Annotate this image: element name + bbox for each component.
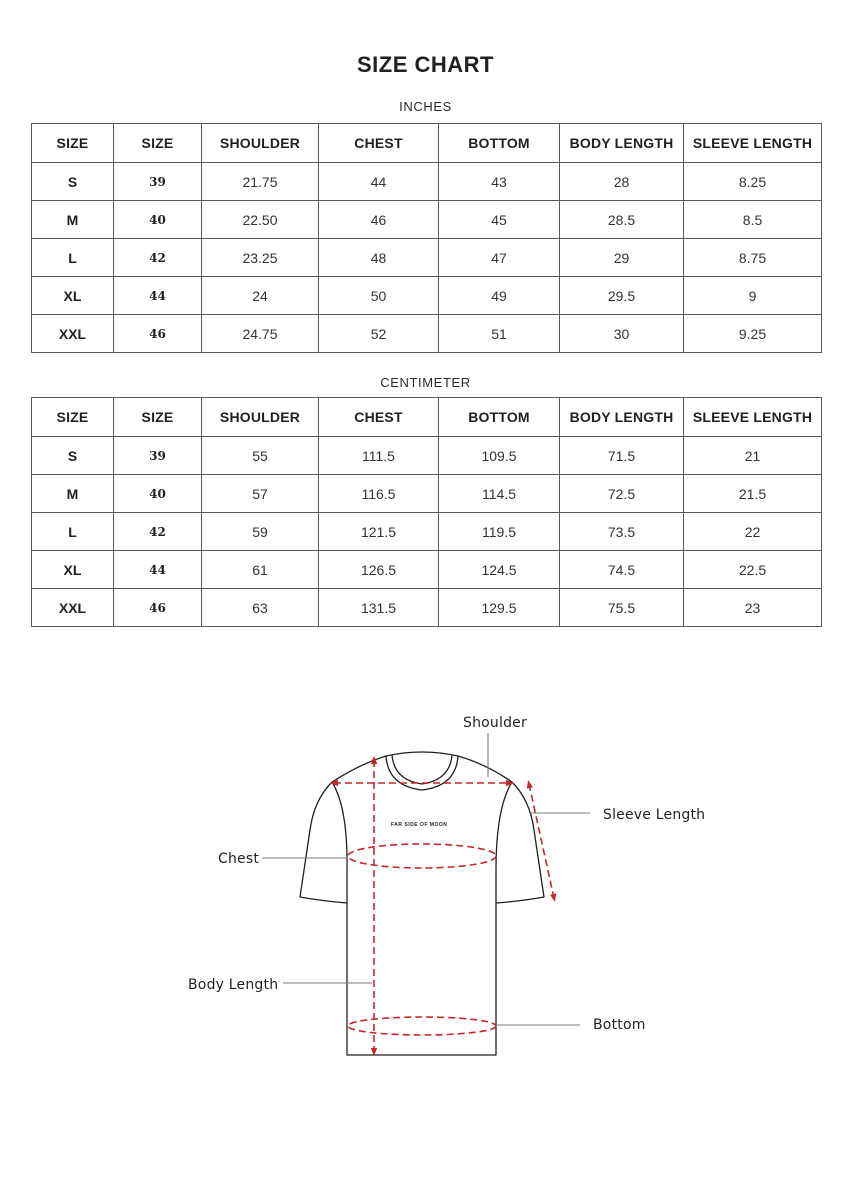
bottom-value: 51 [439,315,560,353]
tshirt-outline-icon [300,752,544,1055]
body-length-value: 30 [560,315,684,353]
chest-measure-icon [348,844,496,868]
table-row [32,551,822,589]
header-bottom: BOTTOM [439,124,560,163]
chest-value: 131.5 [319,589,439,627]
chest-value: 121.5 [319,513,439,551]
size-letter: XXL [32,315,114,353]
body-length-value: 73.5 [560,513,684,551]
size-letter: S [32,437,114,475]
chest-value: 50 [319,277,439,315]
sleeve-length-measure-icon [529,784,554,898]
size-number: 40 [114,475,202,513]
size-number: 42 [114,239,202,277]
size-letter: XL [32,277,114,315]
leader-lines [262,733,590,1025]
bottom-value: 124.5 [439,551,560,589]
header-size-letter: SIZE [32,398,114,437]
shoulder-value: 61 [202,551,319,589]
table-row [32,277,822,315]
bottom-value: 119.5 [439,513,560,551]
size-number: 39 [114,437,202,475]
header-chest: CHEST [319,398,439,437]
size-number: 44 [114,277,202,315]
label-body-length: Body Length [188,977,279,993]
size-number: 39 [114,163,202,201]
label-shoulder: Shoulder [463,715,527,731]
chest-value: 116.5 [319,475,439,513]
brand-logo: FAR SIDE OF MOON [391,822,448,828]
header-shoulder: SHOULDER [202,124,319,163]
header-sleeve-length: SLEEVE LENGTH [684,398,822,437]
sleeve-length-value: 9.25 [684,315,822,353]
shoulder-value: 23.25 [202,239,319,277]
sleeve-length-value: 21 [684,437,822,475]
page-title: SIZE CHART [357,52,494,77]
label-chest: Chest [218,851,260,867]
body-length-value: 29.5 [560,277,684,315]
body-length-value: 28.5 [560,201,684,239]
chest-value: 111.5 [319,437,439,475]
bottom-value: 109.5 [439,437,560,475]
size-letter: L [32,513,114,551]
centimeter-label: CENTIMETER [380,375,471,390]
body-length-value: 28 [560,163,684,201]
table-row [32,201,822,239]
bottom-value: 129.5 [439,589,560,627]
shoulder-value: 21.75 [202,163,319,201]
header-size-number: SIZE [114,124,202,163]
shoulder-value: 59 [202,513,319,551]
header-shoulder: SHOULDER [202,398,319,437]
size-letter: L [32,239,114,277]
inches-table [31,123,822,353]
shoulder-value: 57 [202,475,319,513]
label-sleeve-length: Sleeve Length [603,807,706,823]
shoulder-value: 22.50 [202,201,319,239]
size-letter: M [32,201,114,239]
chest-value: 44 [319,163,439,201]
sleeve-length-value: 23 [684,589,822,627]
chest-value: 48 [319,239,439,277]
shoulder-value: 55 [202,437,319,475]
shoulder-value: 63 [202,589,319,627]
bottom-value: 43 [439,163,560,201]
size-number: 42 [114,513,202,551]
bottom-value: 49 [439,277,560,315]
size-letter: M [32,475,114,513]
size-letter: S [32,163,114,201]
header-sleeve-length: SLEEVE LENGTH [684,124,822,163]
body-length-value: 74.5 [560,551,684,589]
label-bottom: Bottom [593,1017,646,1033]
body-length-value: 72.5 [560,475,684,513]
size-number: 44 [114,551,202,589]
bottom-measure-icon [348,1017,496,1035]
bottom-value: 47 [439,239,560,277]
table-row [32,239,822,277]
size-number: 46 [114,315,202,353]
header-body-length: BODY LENGTH [560,398,684,437]
centimeter-table [31,397,822,627]
sleeve-length-value: 21.5 [684,475,822,513]
sleeve-length-value: 22 [684,513,822,551]
chest-value: 46 [319,201,439,239]
table-row [32,475,822,513]
table-row [32,589,822,627]
table-row [32,513,822,551]
header-size-letter: SIZE [32,124,114,163]
size-letter: XXL [32,589,114,627]
shoulder-value: 24.75 [202,315,319,353]
bottom-value: 114.5 [439,475,560,513]
header-bottom: BOTTOM [439,398,560,437]
sleeve-length-value: 8.25 [684,163,822,201]
sleeve-length-value: 8.5 [684,201,822,239]
table-row [32,437,822,475]
body-length-value: 29 [560,239,684,277]
sleeve-length-value: 8.75 [684,239,822,277]
body-length-value: 71.5 [560,437,684,475]
sleeve-length-value: 9 [684,277,822,315]
measurement-guides [334,760,554,1052]
header-body-length: BODY LENGTH [560,124,684,163]
inches-header-row [32,124,822,163]
shoulder-value: 24 [202,277,319,315]
inches-label: INCHES [399,99,452,114]
header-chest: CHEST [319,124,439,163]
body-length-value: 75.5 [560,589,684,627]
chest-value: 126.5 [319,551,439,589]
header-size-number: SIZE [114,398,202,437]
table-row [32,163,822,201]
table-row [32,315,822,353]
size-number: 40 [114,201,202,239]
size-number: 46 [114,589,202,627]
bottom-value: 45 [439,201,560,239]
chest-value: 52 [319,315,439,353]
sleeve-length-value: 22.5 [684,551,822,589]
centimeter-header-row [32,398,822,437]
size-letter: XL [32,551,114,589]
